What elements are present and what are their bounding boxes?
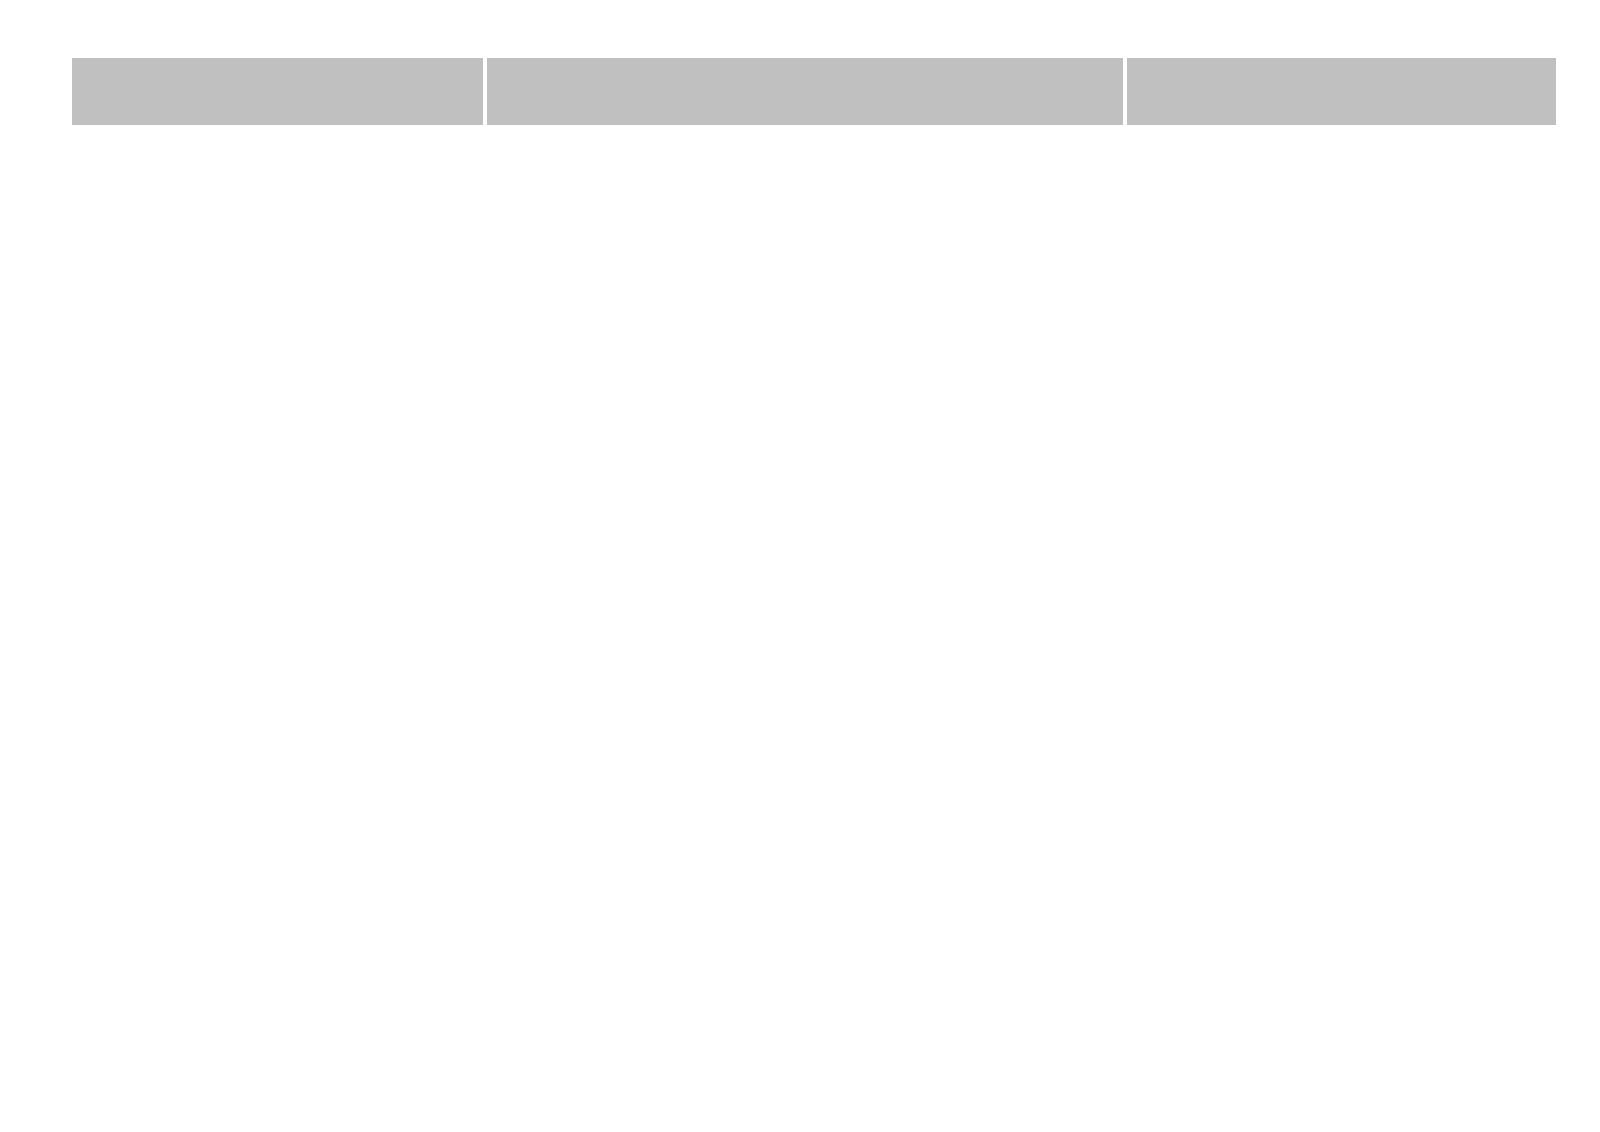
header-departement: [72, 58, 483, 125]
header-national: [1127, 58, 1556, 125]
header-ligue: [487, 58, 1123, 125]
